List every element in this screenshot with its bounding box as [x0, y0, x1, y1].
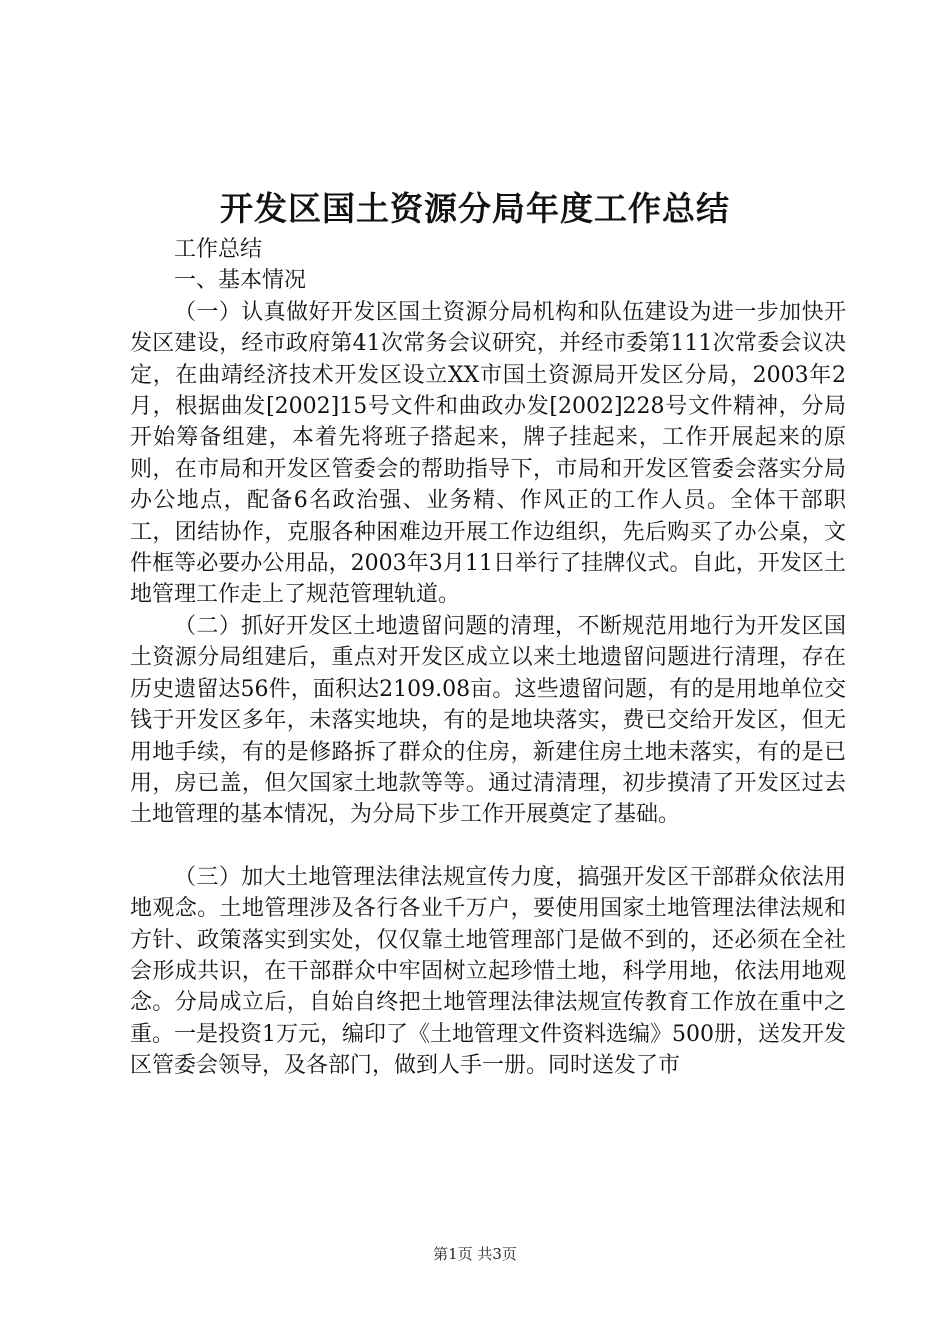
paragraph-2: （二）抓好开发区土地遗留问题的清理，不断规范用地行为开发区国土资源分局组建后，重点对开发区成立以来土地遗留问题进行清理，存在历史遗留达56件，面积达2109.08亩。这些遗留问题，有的是用地单位交钱于开发区多年，未落实地块，有的是地块落实，费已交给开发区，但无用地手续，有的是修路拆了群众的住房，新建住房土地未落实，有的是已用，房已盖，但欠国家土地款等等。通过清清理，初步摸清了开发区过去土地管理的基本情况，为分局下步工作开展奠定了基础。 [130, 613, 846, 828]
paragraph-spacer [130, 831, 846, 862]
document-subtitle: 工作总结 [174, 237, 263, 262]
section-heading: 一、基本情况 [174, 268, 307, 294]
document-title: 开发区国土资源分局年度工作总结 [220, 189, 730, 228]
document-body [130, 234, 846, 1082]
paragraph-3: （三）加大土地管理法律法规宣传力度，搞强开发区干部群众依法用地观念。土地管理涉及各行各业千万户，要使用国家土地管理法律法规和方针、政策落实到实处，仅仅靠土地管理部门是做不到的，还必须在全社会形成共识，在干部群众中牢固树立起珍惜土地，科学用地，依法用地观念。分局成立后，自始自终把土地管理法律法规宣传教育工作放在重中之重。一是投资1万元，编印了《土地管理文件资料选编》500册，送发开发区管委会领导，及各部门，做到人手一册。同时送发了市 [130, 864, 846, 1079]
page-footer: 第1页 共3页 [433, 1245, 517, 1263]
paragraph-1: （一）认真做好开发区国土资源分局机构和队伍建设为进一步加快开发区建设，经市政府第41次常务会议研究，并经市委第111次常委会议决定，在曲靖经济技术开发区设立XX市国土资源局开发区分局，2003年2月，根据曲发[2002]15号文件和曲政办发[2002]228号文件精神，分局开始筹备组建，本着先将班子搭起来，牌子挂起来，工作开展起来的原则，在市局和开发区管委会的帮助指导下，市局和开发区管委会落实分局办公地点，配备6名政治强、业务精、作风正的工作人员。全体干部职工，团结协作，克服各种困难边开展工作边组织，先后购买了办公桌，文件框等必要办公用品，2003年3月11日举行了挂牌仪式。自此，开发区土地管理工作走上了规范管理轨道。 [130, 299, 846, 608]
